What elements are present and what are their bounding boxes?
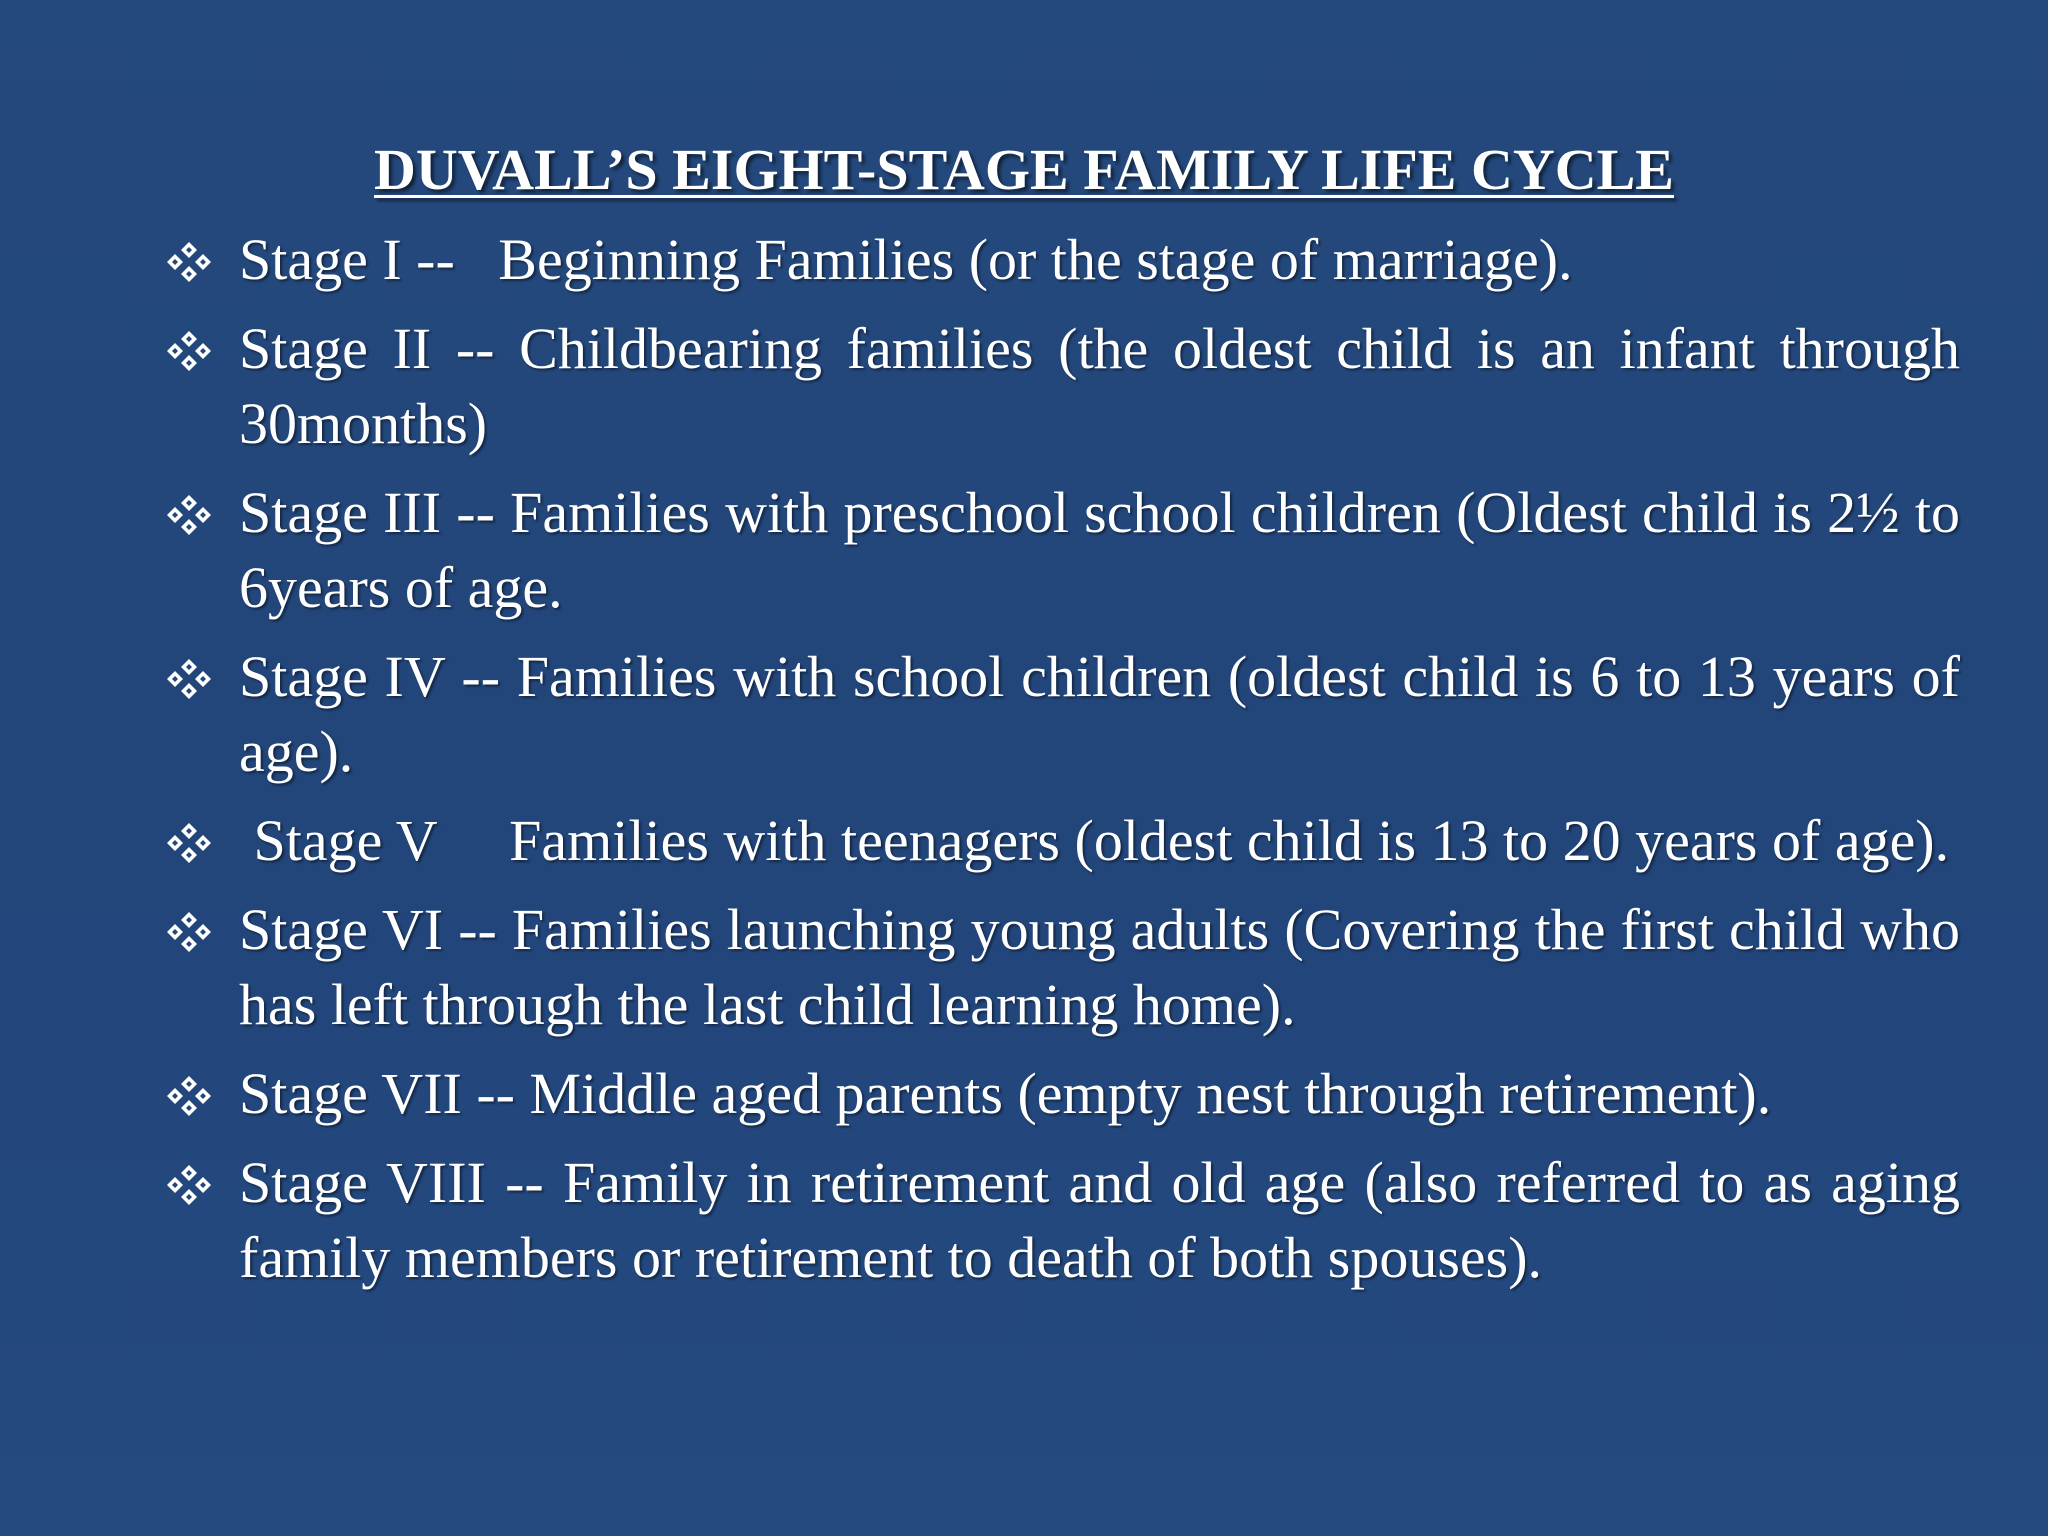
stage-text: Stage IV -- Families with school children (oldest child is 6 to 13 years of age). — [239, 644, 1960, 784]
four-diamond-bullet-icon — [165, 1163, 213, 1207]
stage-text: Stage II -- Childbearing families (the oldest child is an infant through 30months) — [239, 316, 1960, 456]
four-diamond-bullet-icon — [165, 493, 213, 537]
slide-title: DUVALL’S EIGHT-STAGE FAMILY LIFE CYCLE — [374, 137, 1674, 202]
stage-text: Stage V Families with teenagers (oldest child is 13 to 20 years of age). — [239, 808, 1950, 873]
stage-item-2 — [165, 311, 1960, 461]
stage-text: Stage VI -- Families launching young adults (Covering the first child who has left through the last child learning home). — [239, 897, 1960, 1037]
stage-text: Stage I -- Beginning Families (or the stage of marriage). — [239, 227, 1573, 292]
four-diamond-bullet-icon — [165, 910, 213, 954]
stage-text: Stage VII -- Middle aged parents (empty nest through retirement). — [239, 1061, 1772, 1126]
stage-text: Stage VIII -- Family in retirement and old age (also referred to as aging family members or retirement to death of both spouses). — [239, 1150, 1960, 1290]
stage-item-8 — [165, 1145, 1960, 1295]
stage-item-3 — [165, 475, 1960, 625]
stage-item-4 — [165, 639, 1960, 789]
stage-item-1 — [165, 222, 1960, 297]
stage-text: Stage III -- Families with preschool school children (Oldest child is 2½ to 6years of age. — [239, 480, 1960, 620]
four-diamond-bullet-icon — [165, 657, 213, 701]
stage-item-6 — [165, 892, 1960, 1042]
stage-item-7 — [165, 1056, 1960, 1131]
stage-item-5 — [165, 803, 1960, 878]
four-diamond-bullet-icon — [165, 240, 213, 284]
four-diamond-bullet-icon — [165, 1074, 213, 1118]
stage-list — [165, 222, 1960, 1309]
four-diamond-bullet-icon — [165, 821, 213, 865]
four-diamond-bullet-icon — [165, 329, 213, 373]
